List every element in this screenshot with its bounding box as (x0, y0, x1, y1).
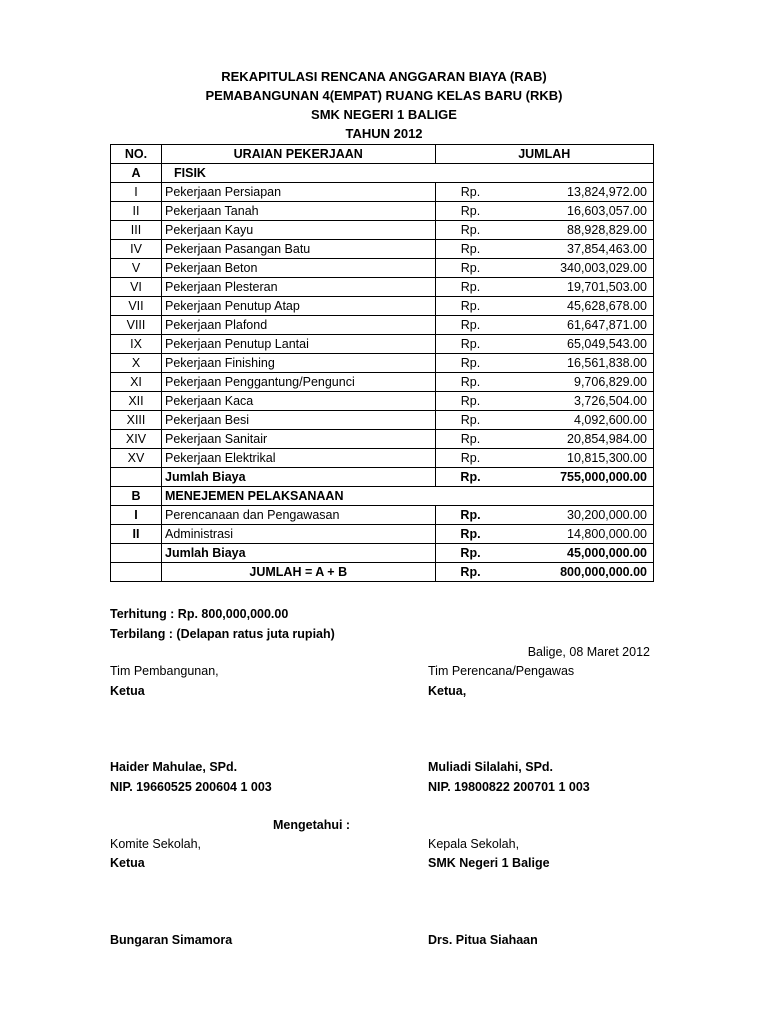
row-amount: 20,854,984.00 (506, 430, 654, 449)
mengetahui-label: Mengetahui : (273, 818, 351, 832)
row-amount: 4,092,600.00 (506, 411, 654, 430)
row-item: Pekerjaan Kayu (162, 221, 436, 240)
header-jumlah: JUMLAH (435, 145, 654, 164)
row-currency: Rp. (435, 259, 506, 278)
table-row (111, 449, 654, 468)
row-number: I (111, 183, 162, 202)
row-amount: 61,647,871.00 (506, 316, 654, 335)
row-currency: Rp. (435, 316, 506, 335)
kepala-label: Kepala Sekolah, (428, 837, 520, 851)
row-item: Pekerjaan Sanitair (162, 430, 436, 449)
table-row (111, 335, 654, 354)
komite-signer-name: Bungaran Simamora (110, 933, 233, 947)
sum-a-currency: Rp. (435, 468, 506, 487)
terhitung-text: Terhitung : Rp. 800,000,000.00 (110, 607, 289, 621)
place-date: Balige, 08 Maret 2012 (527, 645, 650, 659)
table-row (111, 392, 654, 411)
komite-role: Ketua (110, 856, 145, 870)
row-item: Perencanaan dan Pengawasan (162, 506, 436, 525)
row-amount: 16,561,838.00 (506, 354, 654, 373)
row-item: Pekerjaan Beton (162, 259, 436, 278)
table-header-row (111, 145, 654, 164)
table-row (111, 411, 654, 430)
kepala-signer-name: Drs. Pitua Siahaan (428, 933, 538, 947)
sum-b-currency: Rp. (435, 544, 506, 563)
doc-title-line3: SMK NEGERI 1 BALIGE (311, 107, 457, 122)
row-item: Pekerjaan Tanah (162, 202, 436, 221)
row-currency: Rp. (435, 240, 506, 259)
row-currency: Rp. (435, 449, 506, 468)
row-currency: Rp. (435, 221, 506, 240)
table-row (111, 259, 654, 278)
row-amount: 14,800,000.00 (506, 525, 654, 544)
row-amount: 9,706,829.00 (506, 373, 654, 392)
kepala-school: SMK Negeri 1 Balige (428, 856, 550, 870)
row-amount: 88,928,829.00 (506, 221, 654, 240)
grand-total-row (111, 563, 654, 582)
sum-b-label: Jumlah Biaya (162, 544, 436, 563)
table-row (111, 430, 654, 449)
row-number: IV (111, 240, 162, 259)
left-signer-nip: NIP. 19660525 200604 1 003 (110, 780, 272, 794)
table-row (111, 240, 654, 259)
row-item: Pekerjaan Finishing (162, 354, 436, 373)
row-number: II (111, 525, 162, 544)
row-item: Pekerjaan Plafond (162, 316, 436, 335)
row-item: Pekerjaan Kaca (162, 392, 436, 411)
row-currency: Rp. (435, 354, 506, 373)
rab-table (110, 144, 654, 582)
row-item: Pekerjaan Plesteran (162, 278, 436, 297)
table-row (111, 221, 654, 240)
row-amount: 65,049,543.00 (506, 335, 654, 354)
section-a-no: A (111, 164, 162, 183)
left-signer-name: Haider Mahulae, SPd. (110, 760, 238, 774)
doc-title-line2: PEMABANGUNAN 4(EMPAT) RUANG KELAS BARU (RKB) (205, 88, 563, 103)
row-currency: Rp. (435, 506, 506, 525)
row-currency: Rp. (435, 411, 506, 430)
table-row (111, 316, 654, 335)
row-currency: Rp. (435, 183, 506, 202)
sum-a-amount: 755,000,000.00 (506, 468, 654, 487)
table-row (111, 202, 654, 221)
row-number: IX (111, 335, 162, 354)
row-amount: 45,628,678.00 (506, 297, 654, 316)
row-item: Pekerjaan Besi (162, 411, 436, 430)
row-number: V (111, 259, 162, 278)
row-amount: 37,854,463.00 (506, 240, 654, 259)
table-row (111, 506, 654, 525)
section-b-row (111, 487, 654, 506)
row-item: Pekerjaan Elektrikal (162, 449, 436, 468)
row-amount: 19,701,503.00 (506, 278, 654, 297)
komite-label: Komite Sekolah, (110, 837, 202, 851)
row-currency: Rp. (435, 392, 506, 411)
row-number: XV (111, 449, 162, 468)
row-number: VI (111, 278, 162, 297)
section-b-no: B (111, 487, 162, 506)
grand-total-currency: Rp. (435, 563, 506, 582)
row-number: XII (111, 392, 162, 411)
row-item: Pekerjaan Persiapan (162, 183, 436, 202)
row-currency: Rp. (435, 430, 506, 449)
grand-total-amount: 800,000,000.00 (506, 563, 654, 582)
row-amount: 10,815,300.00 (506, 449, 654, 468)
section-a-row (111, 164, 654, 183)
sum-a-row (111, 468, 654, 487)
row-number: X (111, 354, 162, 373)
row-amount: 13,824,972.00 (506, 183, 654, 202)
row-currency: Rp. (435, 335, 506, 354)
terbilang-text: Terbilang : (Delapan ratus juta rupiah) (110, 627, 335, 641)
table-row (111, 278, 654, 297)
table-row (111, 183, 654, 202)
row-amount: 340,003,029.00 (506, 259, 654, 278)
table-row (111, 354, 654, 373)
row-currency: Rp. (435, 202, 506, 221)
right-signer-nip: NIP. 19800822 200701 1 003 (428, 780, 590, 794)
row-number: I (111, 506, 162, 525)
row-currency: Rp. (435, 373, 506, 392)
row-number: XIII (111, 411, 162, 430)
row-item: Pekerjaan Penutup Atap (162, 297, 436, 316)
row-item: Pekerjaan Pasangan Batu (162, 240, 436, 259)
row-number: VII (111, 297, 162, 316)
table-row (111, 525, 654, 544)
doc-title-line4: TAHUN 2012 (345, 126, 423, 141)
left-role: Ketua (110, 684, 145, 698)
row-currency: Rp. (435, 297, 506, 316)
row-number: XIV (111, 430, 162, 449)
right-signer-name: Muliadi Silalahi, SPd. (428, 760, 554, 774)
sum-a-label: Jumlah Biaya (162, 468, 436, 487)
row-amount: 30,200,000.00 (506, 506, 654, 525)
row-number: XI (111, 373, 162, 392)
sum-b-amount: 45,000,000.00 (506, 544, 654, 563)
right-role: Ketua, (428, 684, 467, 698)
right-team-label: Tim Perencana/Pengawas (428, 664, 575, 678)
left-team-label: Tim Pembangunan, (110, 664, 219, 678)
section-b-label: MENEJEMEN PELAKSANAAN (162, 487, 436, 506)
grand-total-label: JUMLAH = A + B (162, 563, 436, 582)
sum-b-row (111, 544, 654, 563)
row-currency: Rp. (435, 525, 506, 544)
row-number: VIII (111, 316, 162, 335)
row-currency: Rp. (435, 278, 506, 297)
table-row (111, 373, 654, 392)
doc-title-line1: REKAPITULASI RENCANA ANGGARAN BIAYA (RAB) (221, 69, 547, 84)
section-a-label: FISIK (162, 164, 436, 183)
table-row (111, 297, 654, 316)
row-amount: 3,726,504.00 (506, 392, 654, 411)
header-no: NO. (111, 145, 162, 164)
row-item: Pekerjaan Penggantung/Pengunci (162, 373, 436, 392)
row-number: III (111, 221, 162, 240)
row-item: Pekerjaan Penutup Lantai (162, 335, 436, 354)
header-uraian: URAIAN PEKERJAAN (162, 145, 436, 164)
row-amount: 16,603,057.00 (506, 202, 654, 221)
row-number: II (111, 202, 162, 221)
row-item: Administrasi (162, 525, 436, 544)
